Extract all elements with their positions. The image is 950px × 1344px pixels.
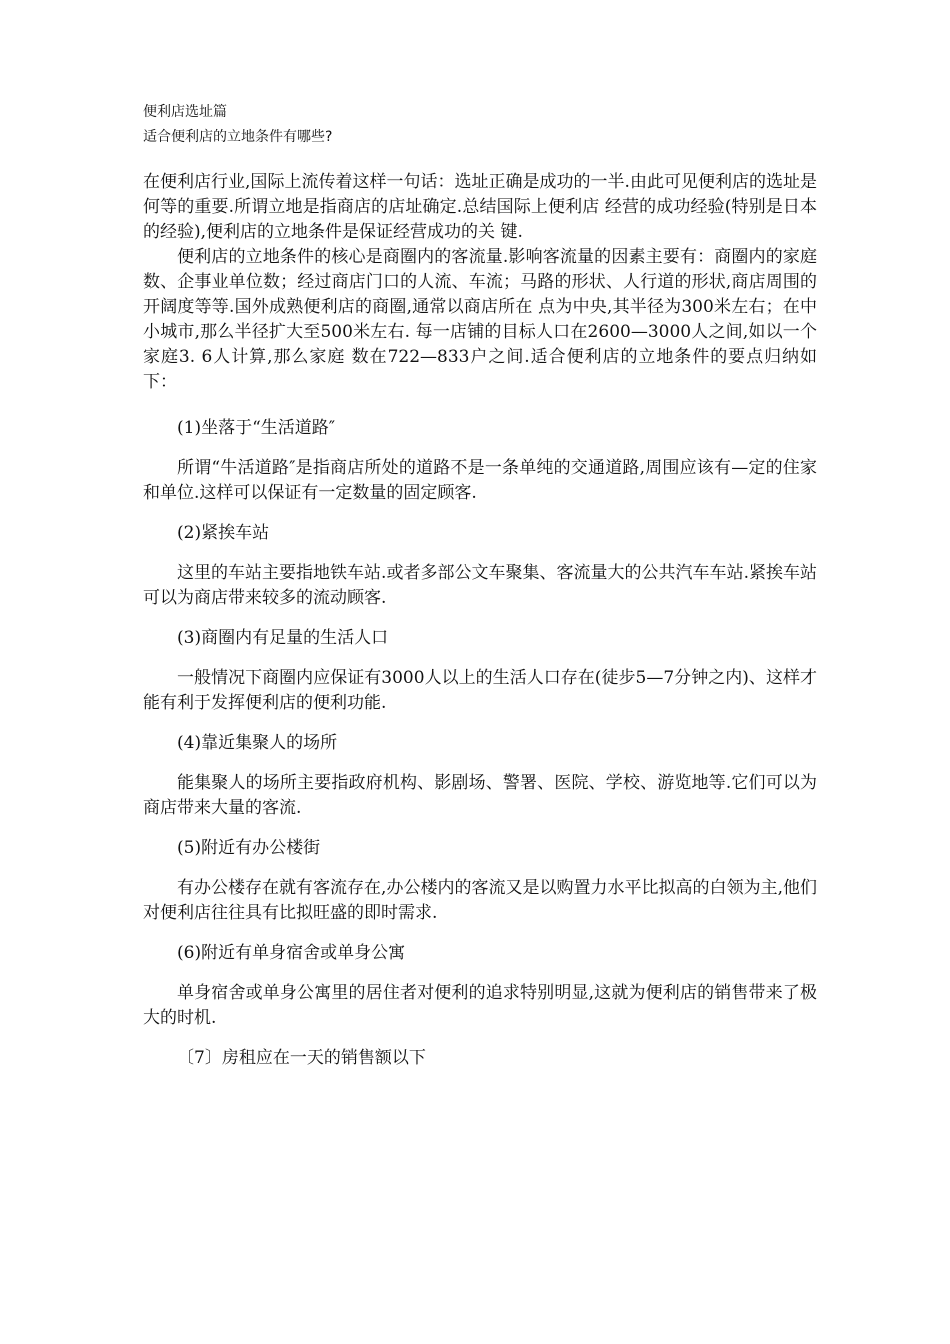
item-heading-1: (1)坐落于“生活道路″ xyxy=(177,418,336,438)
document-title: 便利店选址篇 xyxy=(143,104,227,120)
item-heading-7: 〔7〕房租应在一天的销售额以下 xyxy=(177,1048,426,1068)
item-heading-4: (4)靠近集聚人的场所 xyxy=(177,733,338,753)
item-paragraph-1: 所谓“牛活道路″是指商店所处的道路不是一条单纯的交通道路,周围应该有—定的住家和单位.这样可以保证有一定数量的固定顾客. xyxy=(143,458,817,503)
item-paragraph-6: 单身宿舍或单身公寓里的居住者对便利的追求特别明显,这就为便利店的销售带来了极大的时机. xyxy=(143,983,817,1028)
intro-paragraph-1: 在便利店行业,国际上流传着这样一句话：选址正确是成功的一半.由此可见便利店的选址是何等的重要.所谓立地是指商店的店址确定.总结国际上便利店 经营的成功经验(特别是日本的经验),便利店的立地条件是保证经营成功的关 键. xyxy=(143,172,817,242)
item-heading-5: (5)附近有办公楼街 xyxy=(177,838,321,858)
item-heading-6: (6)附近有单身宿舍或单身公寓 xyxy=(177,943,406,963)
item-paragraph-2: 这里的车站主要指地铁车站.或者多部公文车聚集、客流量大的公共汽车车站.紧挨车站可以为商店带来较多的流动顾客. xyxy=(143,563,817,608)
item-paragraph-5: 有办公楼存在就有客流存在,办公楼内的客流又是以购置力水平比拟高的白领为主,他们对便利店往往具有比拟旺盛的即时需求. xyxy=(143,878,817,923)
document-body xyxy=(143,170,817,1086)
item-heading-2: (2)紧挨车站 xyxy=(177,523,270,543)
item-paragraph-4: 能集聚人的场所主要指政府机构、影剧场、警署、医院、学校、游览地等.它们可以为商店带来大量的客流. xyxy=(143,773,817,818)
item-paragraph-3: 一般情况下商圈内应保证有3000人以上的生活人口存在(徒步5—7分钟之内)、这样才能有利于发挥便利店的便利功能. xyxy=(143,668,817,713)
item-heading-3: (3)商圈内有足量的生活人口 xyxy=(177,628,389,648)
document-subtitle: 适合便利店的立地条件有哪些? xyxy=(143,129,333,145)
intro-paragraph-2: 便利店的立地条件的核心是商圈内的客流量.影响客流量的因素主要有：商圈内的家庭数、企事业单位数；经过商店门口的人流、车流；马路的形状、人行道的形状,商店周围的开阔度等等.国外成熟便利店的商圈,通常以商店所在 点为中央,其半径为300米左右；在中小城市,那么半径扩大至500米左右. 每一店铺的目标人口在2600—3000人之间,如以一个家庭3. 6人计算,那么家庭 数在722—833户之间.适合便利店的立地条件的要点归纳如下： xyxy=(143,247,817,392)
